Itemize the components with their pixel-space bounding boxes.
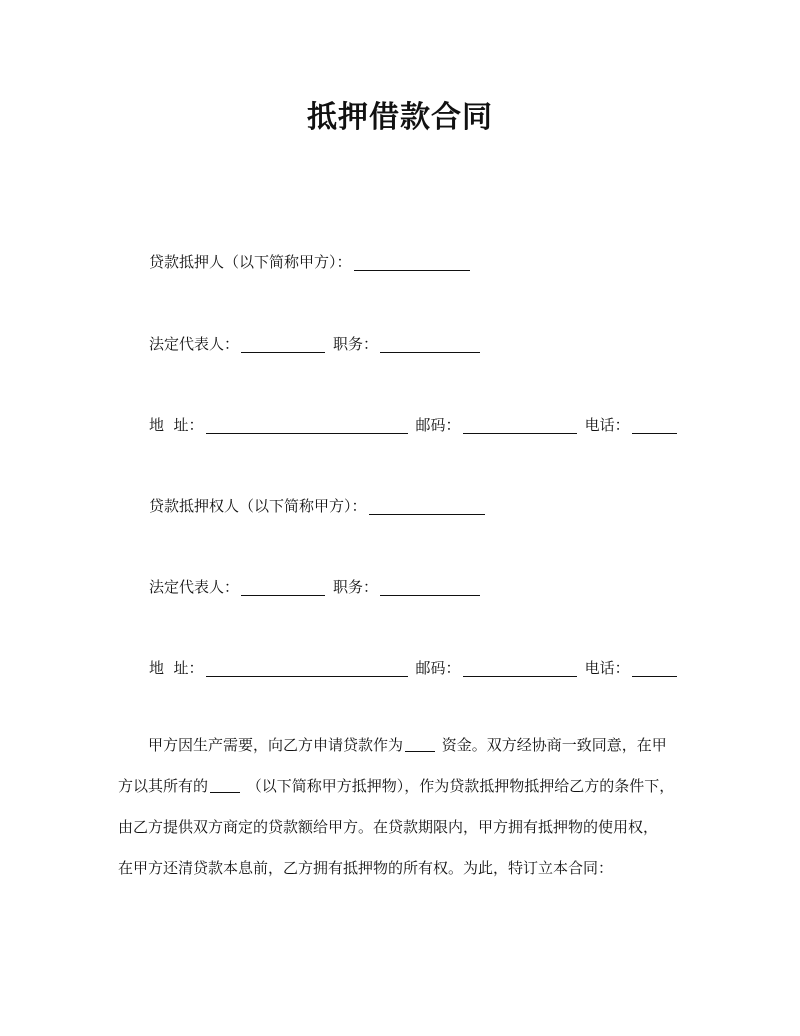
party-a-mortgagor-label: 贷款抵押人（以下简称甲方）： [149, 253, 352, 271]
party-a-position-blank[interactable] [380, 337, 480, 353]
preamble-line-4: 在甲方还清贷款本息前，乙方拥有抵押物的所有权。为此，特订立本合同： [118, 859, 614, 877]
preamble-line-1 [118, 725, 688, 766]
party-a-address-line [149, 414, 679, 435]
party-a-phone-label: 电话： [584, 416, 630, 434]
party-a-rep-line [149, 333, 482, 354]
purpose-blank[interactable] [405, 737, 435, 752]
party-a-rep-blank[interactable] [241, 337, 325, 353]
preamble-text: 资金。双方经协商一致同意，在甲 [441, 736, 667, 754]
party-b-postcode-blank[interactable] [463, 661, 577, 677]
party-b-position-blank[interactable] [380, 580, 480, 596]
party-a-phone-blank[interactable] [632, 418, 677, 434]
party-a-position-label: 职务： [333, 335, 379, 353]
party-b-mortgagee-line [149, 495, 487, 516]
party-a-rep-label: 法定代表人： [149, 335, 240, 353]
contract-preamble [118, 725, 688, 889]
party-b-address-blank[interactable] [206, 661, 408, 677]
preamble-text: （以下简称甲方抵押物），作为贷款抵押物抵押给乙方的条件下， [246, 777, 675, 795]
document-title: 抵押借款合同 [307, 100, 493, 135]
preamble-line-2 [118, 766, 688, 807]
party-b-postcode-label: 邮码： [415, 659, 461, 677]
party-a-address-blank[interactable] [206, 418, 408, 434]
party-b-address-label: 地 址： [149, 659, 204, 677]
party-b-mortgagee-blank[interactable] [369, 499, 485, 515]
preamble-line-3: 由乙方提供双方商定的贷款额给甲方。在贷款期限内，甲方拥有抵押物的使用权， [118, 818, 659, 836]
party-a-mortgagor-blank[interactable] [354, 255, 470, 271]
party-b-mortgagee-label: 贷款抵押权人（以下简称甲方）： [149, 497, 367, 515]
party-a-address-label: 地 址： [149, 416, 204, 434]
party-a-postcode-label: 邮码： [415, 416, 461, 434]
party-b-phone-label: 电话： [584, 659, 630, 677]
party-a-mortgagor-line [149, 251, 472, 272]
party-a-postcode-blank[interactable] [463, 418, 577, 434]
party-b-phone-blank[interactable] [632, 661, 677, 677]
party-b-rep-line [149, 576, 482, 597]
party-b-rep-blank[interactable] [241, 580, 325, 596]
party-b-address-line [149, 657, 679, 678]
party-b-rep-label: 法定代表人： [149, 578, 240, 596]
party-b-position-label: 职务： [333, 578, 379, 596]
preamble-text: 方以其所有的 [118, 777, 209, 795]
preamble-text: 甲方因生产需要，向乙方申请贷款作为 [148, 736, 404, 754]
collateral-blank[interactable] [210, 778, 240, 793]
